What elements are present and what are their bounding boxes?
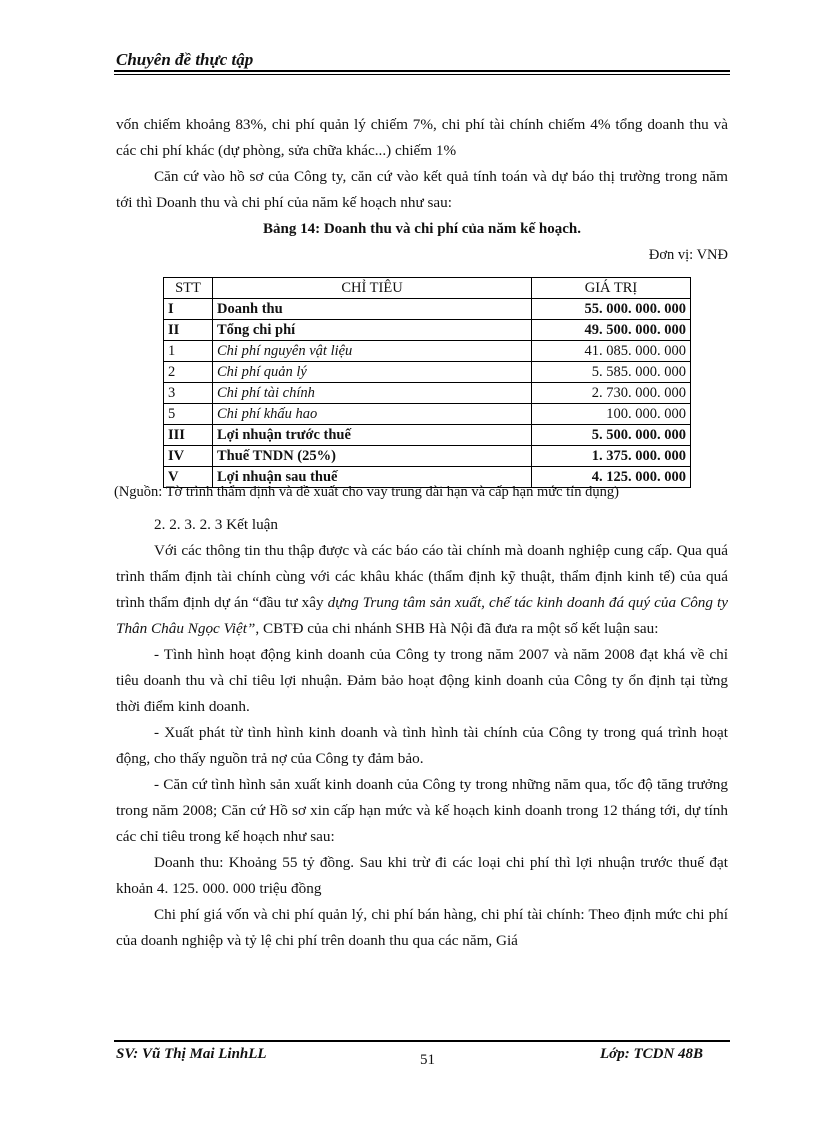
row-stt: 5 [164, 404, 213, 425]
row-stt: III [164, 425, 213, 446]
conclusion-paragraph-3: Chi phí giá vốn và chi phí quản lý, chi phí bán hàng, chi phí tài chính: Theo định mức chi phí của doanh nghiệp và tỷ lệ chi phí trên doanh thu qua các năm, Giá [116, 906, 728, 949]
intro-paragraph-1: vốn chiếm khoảng 83%, chi phí quản lý chiếm 7%, chi phí tài chính chiếm 4% tổng doanh thu và các chi phí khác (dự phòng, sửa chữa khác...) chiếm 1% [116, 116, 728, 159]
conclusion-bullet-2: - Xuất phát từ tình hình kinh doanh và tình hình tài chính của Công ty trong quá trình hoạt động, cho thấy nguồn trả nợ của Công ty đảm bảo. [116, 724, 728, 767]
table-header-indicator: CHỈ TIÊU [213, 278, 532, 299]
table-header-stt: STT [164, 278, 213, 299]
row-stt: I [164, 299, 213, 320]
row-value: 2. 730. 000. 000 [532, 383, 691, 404]
row-indicator: Chi phí tài chính [213, 383, 532, 404]
intro-block [116, 112, 728, 268]
table-row [164, 404, 691, 425]
row-indicator: Tổng chi phí [213, 320, 532, 341]
row-value: 4. 125. 000. 000 [532, 467, 691, 488]
table-row [164, 446, 691, 467]
row-stt: II [164, 320, 213, 341]
row-value: 100. 000. 000 [532, 404, 691, 425]
row-indicator: Chi phí quản lý [213, 362, 532, 383]
table-row [164, 299, 691, 320]
conclusion-bullet-3: - Căn cứ tình hình sản xuất kinh doanh của Công ty trong những năm qua, tốc độ tăng trưởng trong năm 2008; Căn cứ Hồ sơ xin cấp hạn mức và kế hoạch kinh doanh trong 12 tháng tới, dự tính các chỉ tiêu trong kế hoạch như sau: [116, 776, 728, 845]
conclusion-paragraph-1 [116, 538, 728, 642]
page-number: 51 [420, 1052, 435, 1068]
row-indicator: Chi phí nguyên vật liệu [213, 341, 532, 362]
table-row [164, 362, 691, 383]
header-rule [114, 70, 730, 72]
header-rule-thin [114, 74, 730, 75]
row-value: 55. 000. 000. 000 [532, 299, 691, 320]
row-stt: 3 [164, 383, 213, 404]
table-row [164, 383, 691, 404]
conclusion-p1-part-a: Với các thông tin thu thập được và các báo cáo tài chính mà doanh nghiệp cung cấp. Qua quá trình thẩm định tài chính cùng với các khâu khác (thẩm định kỹ thuật, thẩm định kinh tế) của quá trình thẩm định dự án “đầu tư xây [116, 542, 728, 611]
row-indicator: Thuế TNDN (25%) [213, 446, 532, 467]
row-indicator: Lợi nhuận trước thuế [213, 425, 532, 446]
footer-student: SV: Vũ Thị Mai LinhLL [116, 1046, 267, 1062]
footer-rule [114, 1040, 730, 1042]
intro-paragraph-2: Căn cứ vào hồ sơ của Công ty, căn cứ vào kết quả tính toán và dự báo thị trường trong năm tới thì Doanh thu và chi phí của năm kế hoạch như sau: [116, 168, 728, 211]
row-value: 5. 585. 000. 000 [532, 362, 691, 383]
revenue-cost-table [163, 277, 691, 488]
table-row [164, 341, 691, 362]
row-stt: 1 [164, 341, 213, 362]
row-stt: 2 [164, 362, 213, 383]
row-value: 49. 500. 000. 000 [532, 320, 691, 341]
table-caption: Bảng 14: Doanh thu và chi phí của năm kế hoạch. [263, 221, 581, 237]
conclusion-p1-part-c: , CBTĐ của chi nhánh SHB Hà Nội đã đưa ra một số kết luận sau: [255, 620, 659, 637]
footer-class: Lớp: TCDN 48B [600, 1046, 704, 1062]
row-value: 1. 375. 000. 000 [532, 446, 691, 467]
table-header-value: GIÁ TRỊ [532, 278, 691, 299]
conclusion-heading: 2. 2. 3. 2. 3 Kết luận [154, 516, 279, 533]
table-unit: Đơn vị: VNĐ [648, 247, 728, 263]
row-value: 41. 085. 000. 000 [532, 341, 691, 362]
conclusion-paragraph-2: Doanh thu: Khoảng 55 tỷ đồng. Sau khi trừ đi các loại chi phí thì lợi nhuận trước thuế đạt khoản 4. 125. 000. 000 triệu đồng [116, 854, 728, 897]
header-title: Chuyên đề thực tập [116, 50, 254, 69]
project-name: dựng Trung tâm sản xuất, chế tác kinh doanh đá quý của Công ty Thân Châu Ngọc Việt” [116, 594, 729, 637]
row-indicator: Lợi nhuận sau thuế [213, 467, 532, 488]
table-source: (Nguồn: Tờ trình thẩm định và đề xuất cho vay trung dài hạn và cấp hạn mức tín dụng) [114, 484, 619, 500]
row-stt: V [164, 467, 213, 488]
row-stt: IV [164, 446, 213, 467]
row-indicator: Doanh thu [213, 299, 532, 320]
conclusion-block [116, 512, 728, 954]
row-indicator: Chi phí khấu hao [213, 404, 532, 425]
row-value: 5. 500. 000. 000 [532, 425, 691, 446]
table-row [164, 425, 691, 446]
table-row [164, 320, 691, 341]
conclusion-bullet-1: - Tình hình hoạt động kinh doanh của Công ty trong năm 2007 và năm 2008 đạt khá về chỉ tiêu doanh thu và chỉ tiêu lợi nhuận. Đảm bảo hoạt động kinh doanh của Công ty ổn định tại từng thời điểm kinh doanh. [116, 646, 728, 715]
